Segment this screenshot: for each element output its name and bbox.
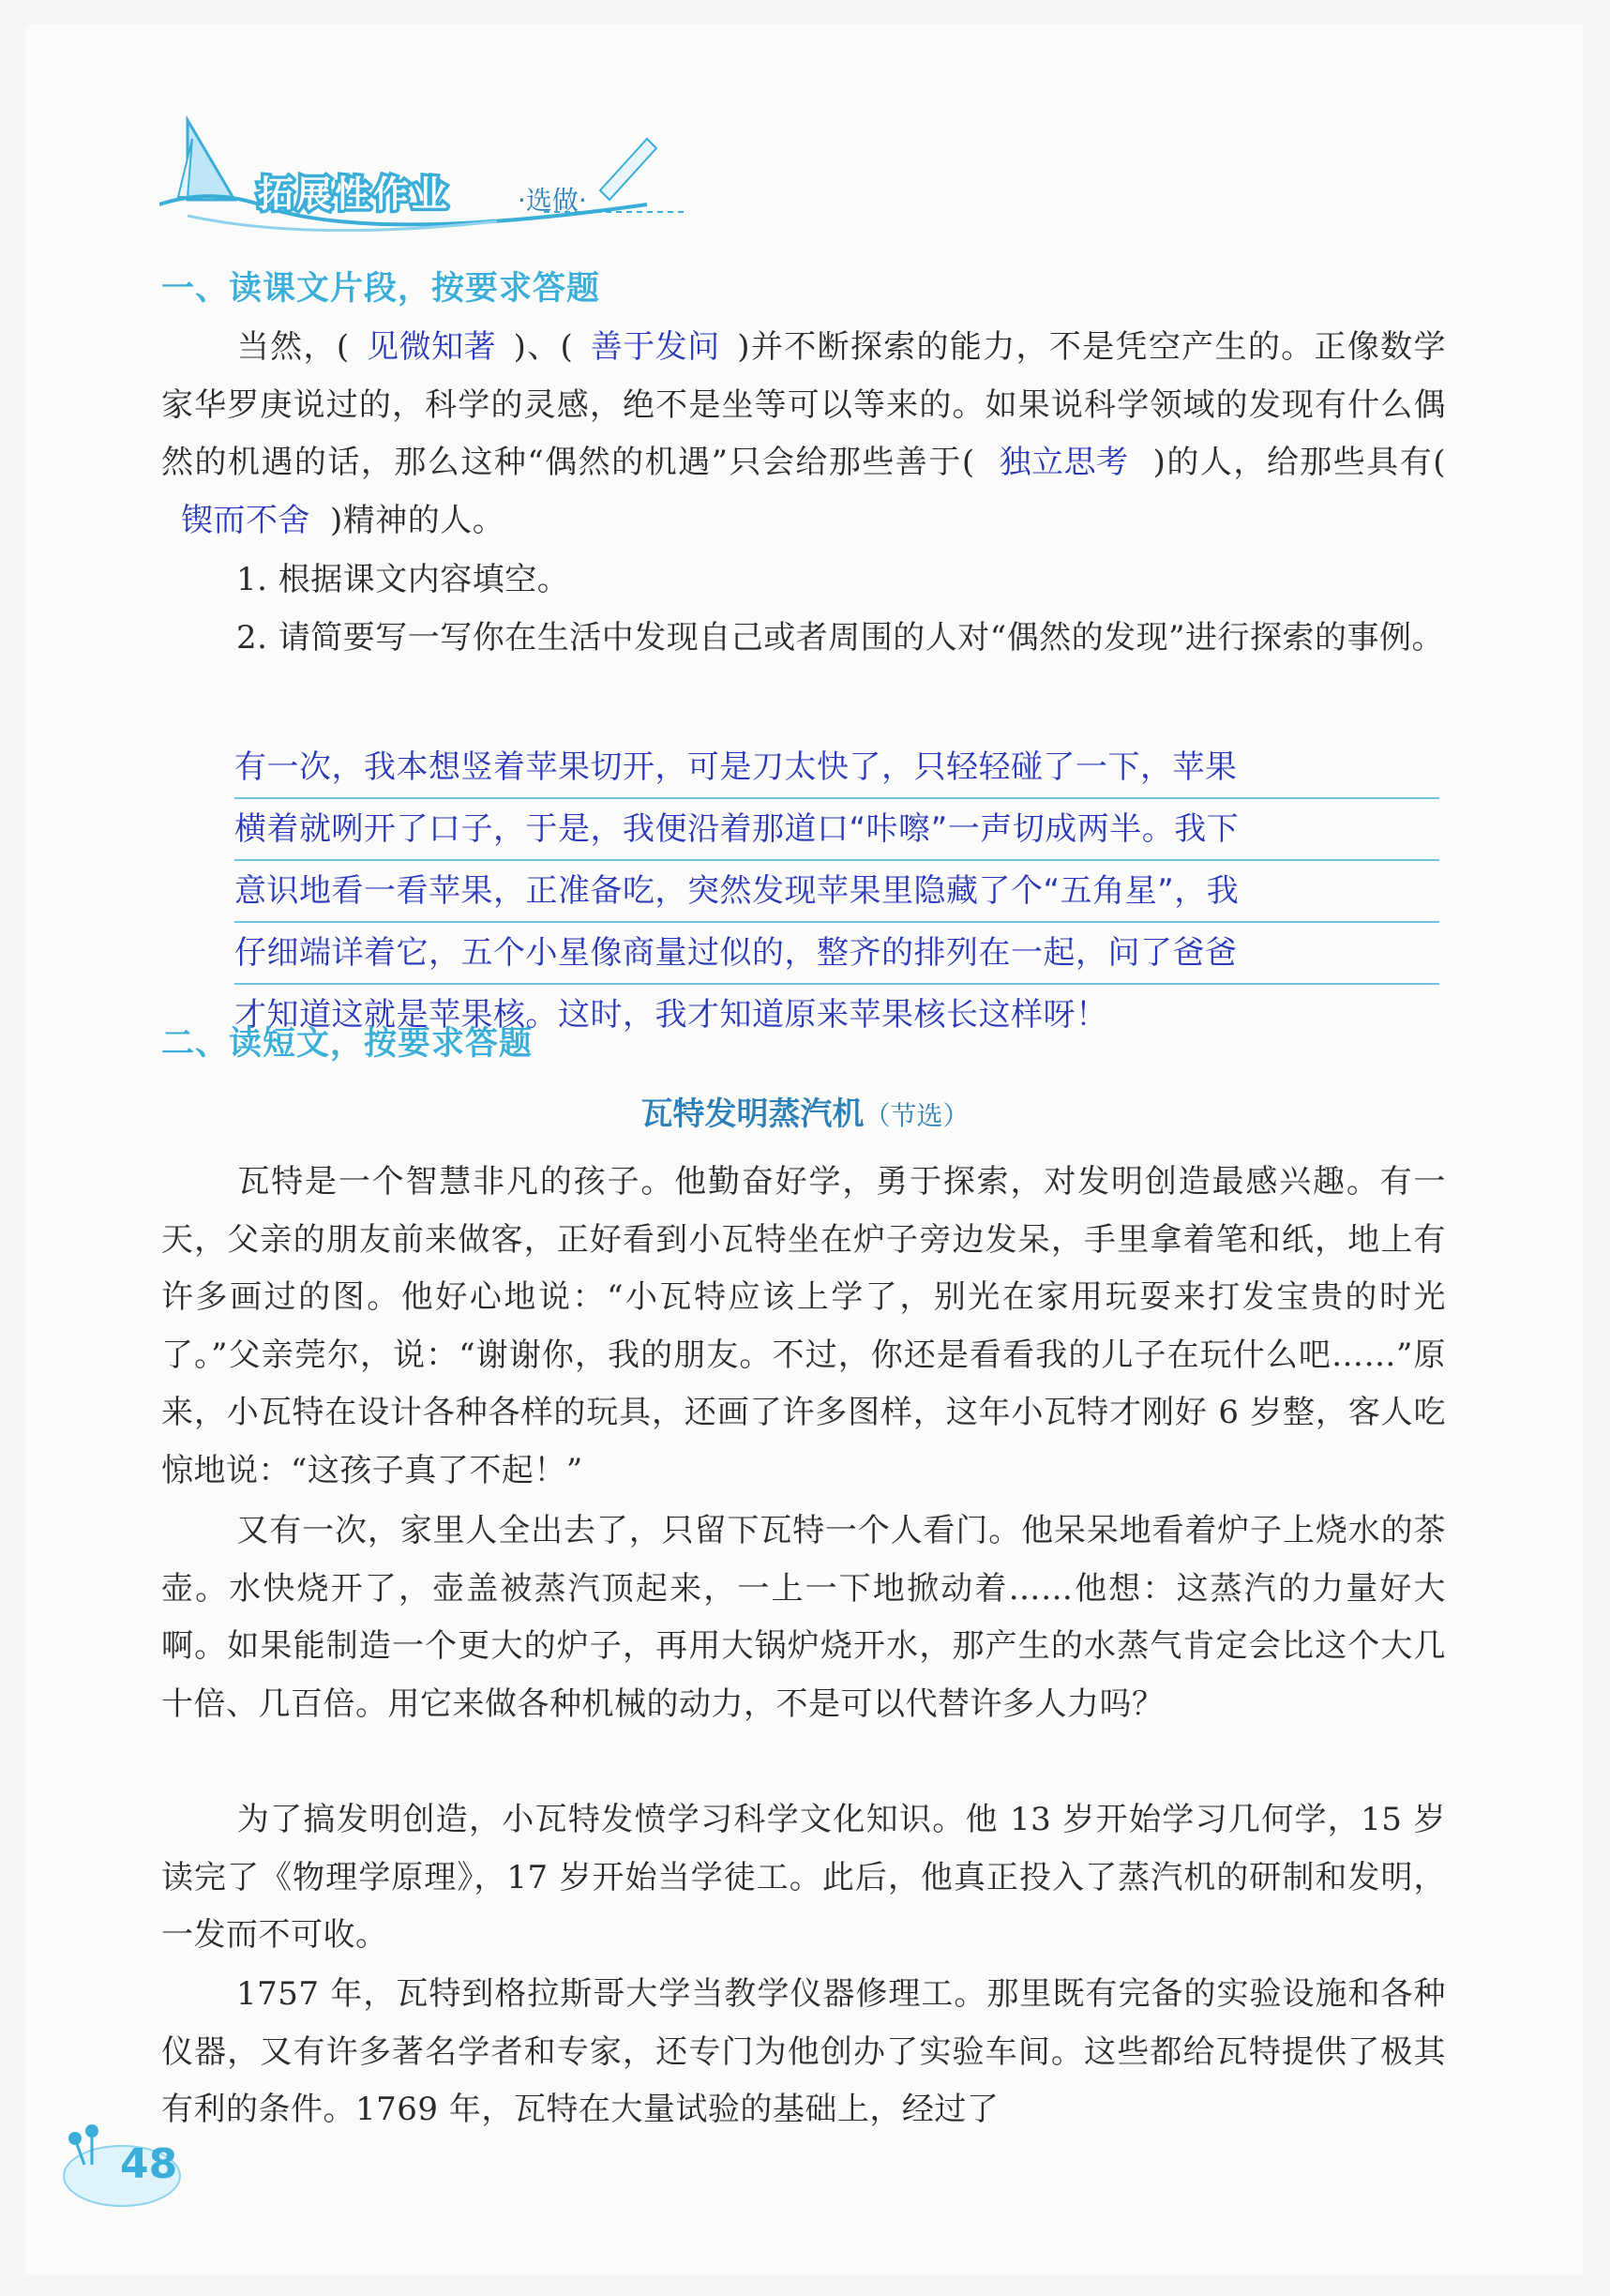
handwritten-answer-area <box>234 737 1439 1047</box>
article-paragraph: 为了搞发明创造，小瓦特发愤学习科学文化知识。他 13 岁开始学习几何学，15 岁读完了《物理学原理》，17 岁开始当学徒工。此后，他真正投入了蒸汽机的研制和发明，一发而不可收。 <box>161 1801 1446 1954</box>
article-paragraph: 又有一次，家里人全出去了，只留下瓦特一个人看门。他呆呆地看着炉子上烧水的茶壶。水快烧开了，壶盖被蒸汽顶起来，一上一下地掀动着……他想：这蒸汽的力量好大啊。如果能制造一个更大的炉子，再用大锅炉烧开水，那产生的水蒸气肯定会比这个大几十倍、几百倍。用它来做各种机械的动力，不是可以代替许多人力吗？ <box>161 1512 1446 1723</box>
page-number: 48 <box>120 2140 178 2188</box>
answer-blank-1: 见微知著 <box>367 328 497 366</box>
passage-paragraph: 当然，( 见微知著 )、( 善于发问 )并不断探索的能力，不是凭空产生的。正像数学家华罗庚说过的，科学的灵感，绝不是坐等可以等来的。如果说科学领域的发现有什么偶然的机遇的话，那么这种“偶然的机遇”只会给那些善于( 独立思考 )的人，给那些具有(锲而不舍 )精神的人。 <box>161 319 1446 550</box>
article-title: 瓦特发明蒸汽机（节选） <box>640 1095 970 1133</box>
article-paragraph: 1757 年，瓦特到格拉斯哥大学当教学仪器修理工。那里既有完备的实验设施和各种仪器，又有许多著名学者和专家，还专门为他创办了实验车间。这些都给瓦特提供了极其有利的条件。1769 年，瓦特在大量试验的基础上，经过了 <box>161 1975 1446 2128</box>
answer-line: 才知道这就是苹果核。这时，我才知道原来苹果核长这样呀！ <box>234 996 1108 1034</box>
optional-label: ·选做· <box>518 185 587 216</box>
answer-line: 仔细端详着它，五个小星像商量过似的，整齐的排列在一起，问了爸爸 <box>234 923 1439 985</box>
answer-blank-4: 锲而不舍 <box>181 501 310 539</box>
question-2: 2. 请简要写一写你在生活中发现自己或者周围的人对“偶然的发现”进行探索的事例。 <box>236 619 1445 657</box>
homework-type-title: 拓展性作业 <box>258 174 451 215</box>
answer-line: 横着就咧开了口子，于是，我便沿着那道口“咔嚓”一声切成两半。我下 <box>234 799 1439 861</box>
section-2-heading: 二、读短文，按要求答题 <box>161 1025 534 1063</box>
answer-blank-2: 善于发问 <box>590 328 720 366</box>
article-paragraph: 瓦特是一个智慧非凡的孩子。他勤奋好学，勇于探索，对发明创造最感兴趣。有一天，父亲的朋友前来做客，正好看到小瓦特坐在炉子旁边发呆，手里拿着笔和纸，地上有许多画过的图。他好心地说：“小瓦特应该上学了，别光在家用玩耍来打发宝贵的时光了。”父亲莞尔，说：“谢谢你，我的朋友。不过，你还是看看我的儿子在玩什么吧……”原来，小瓦特在设计各种各样的玩具，还画了许多图样，这年小瓦特才刚好 6 岁整，客人吃惊地说：“这孩子真了不起！” <box>161 1163 1446 1489</box>
answer-line: 有一次，我本想竖着苹果切开，可是刀太快了，只轻轻碰了一下，苹果 <box>234 737 1439 799</box>
answer-blank-3: 独立思考 <box>999 444 1129 481</box>
answer-line: 意识地看一看苹果，正准备吃，突然发现苹果里隐藏了个“五角星”，我 <box>234 861 1439 923</box>
question-1: 1. 根据课文内容填空。 <box>236 561 570 598</box>
article-note: （节选） <box>864 1100 970 1131</box>
section-1-heading: 一、读课文片段，按要求答题 <box>161 270 601 308</box>
